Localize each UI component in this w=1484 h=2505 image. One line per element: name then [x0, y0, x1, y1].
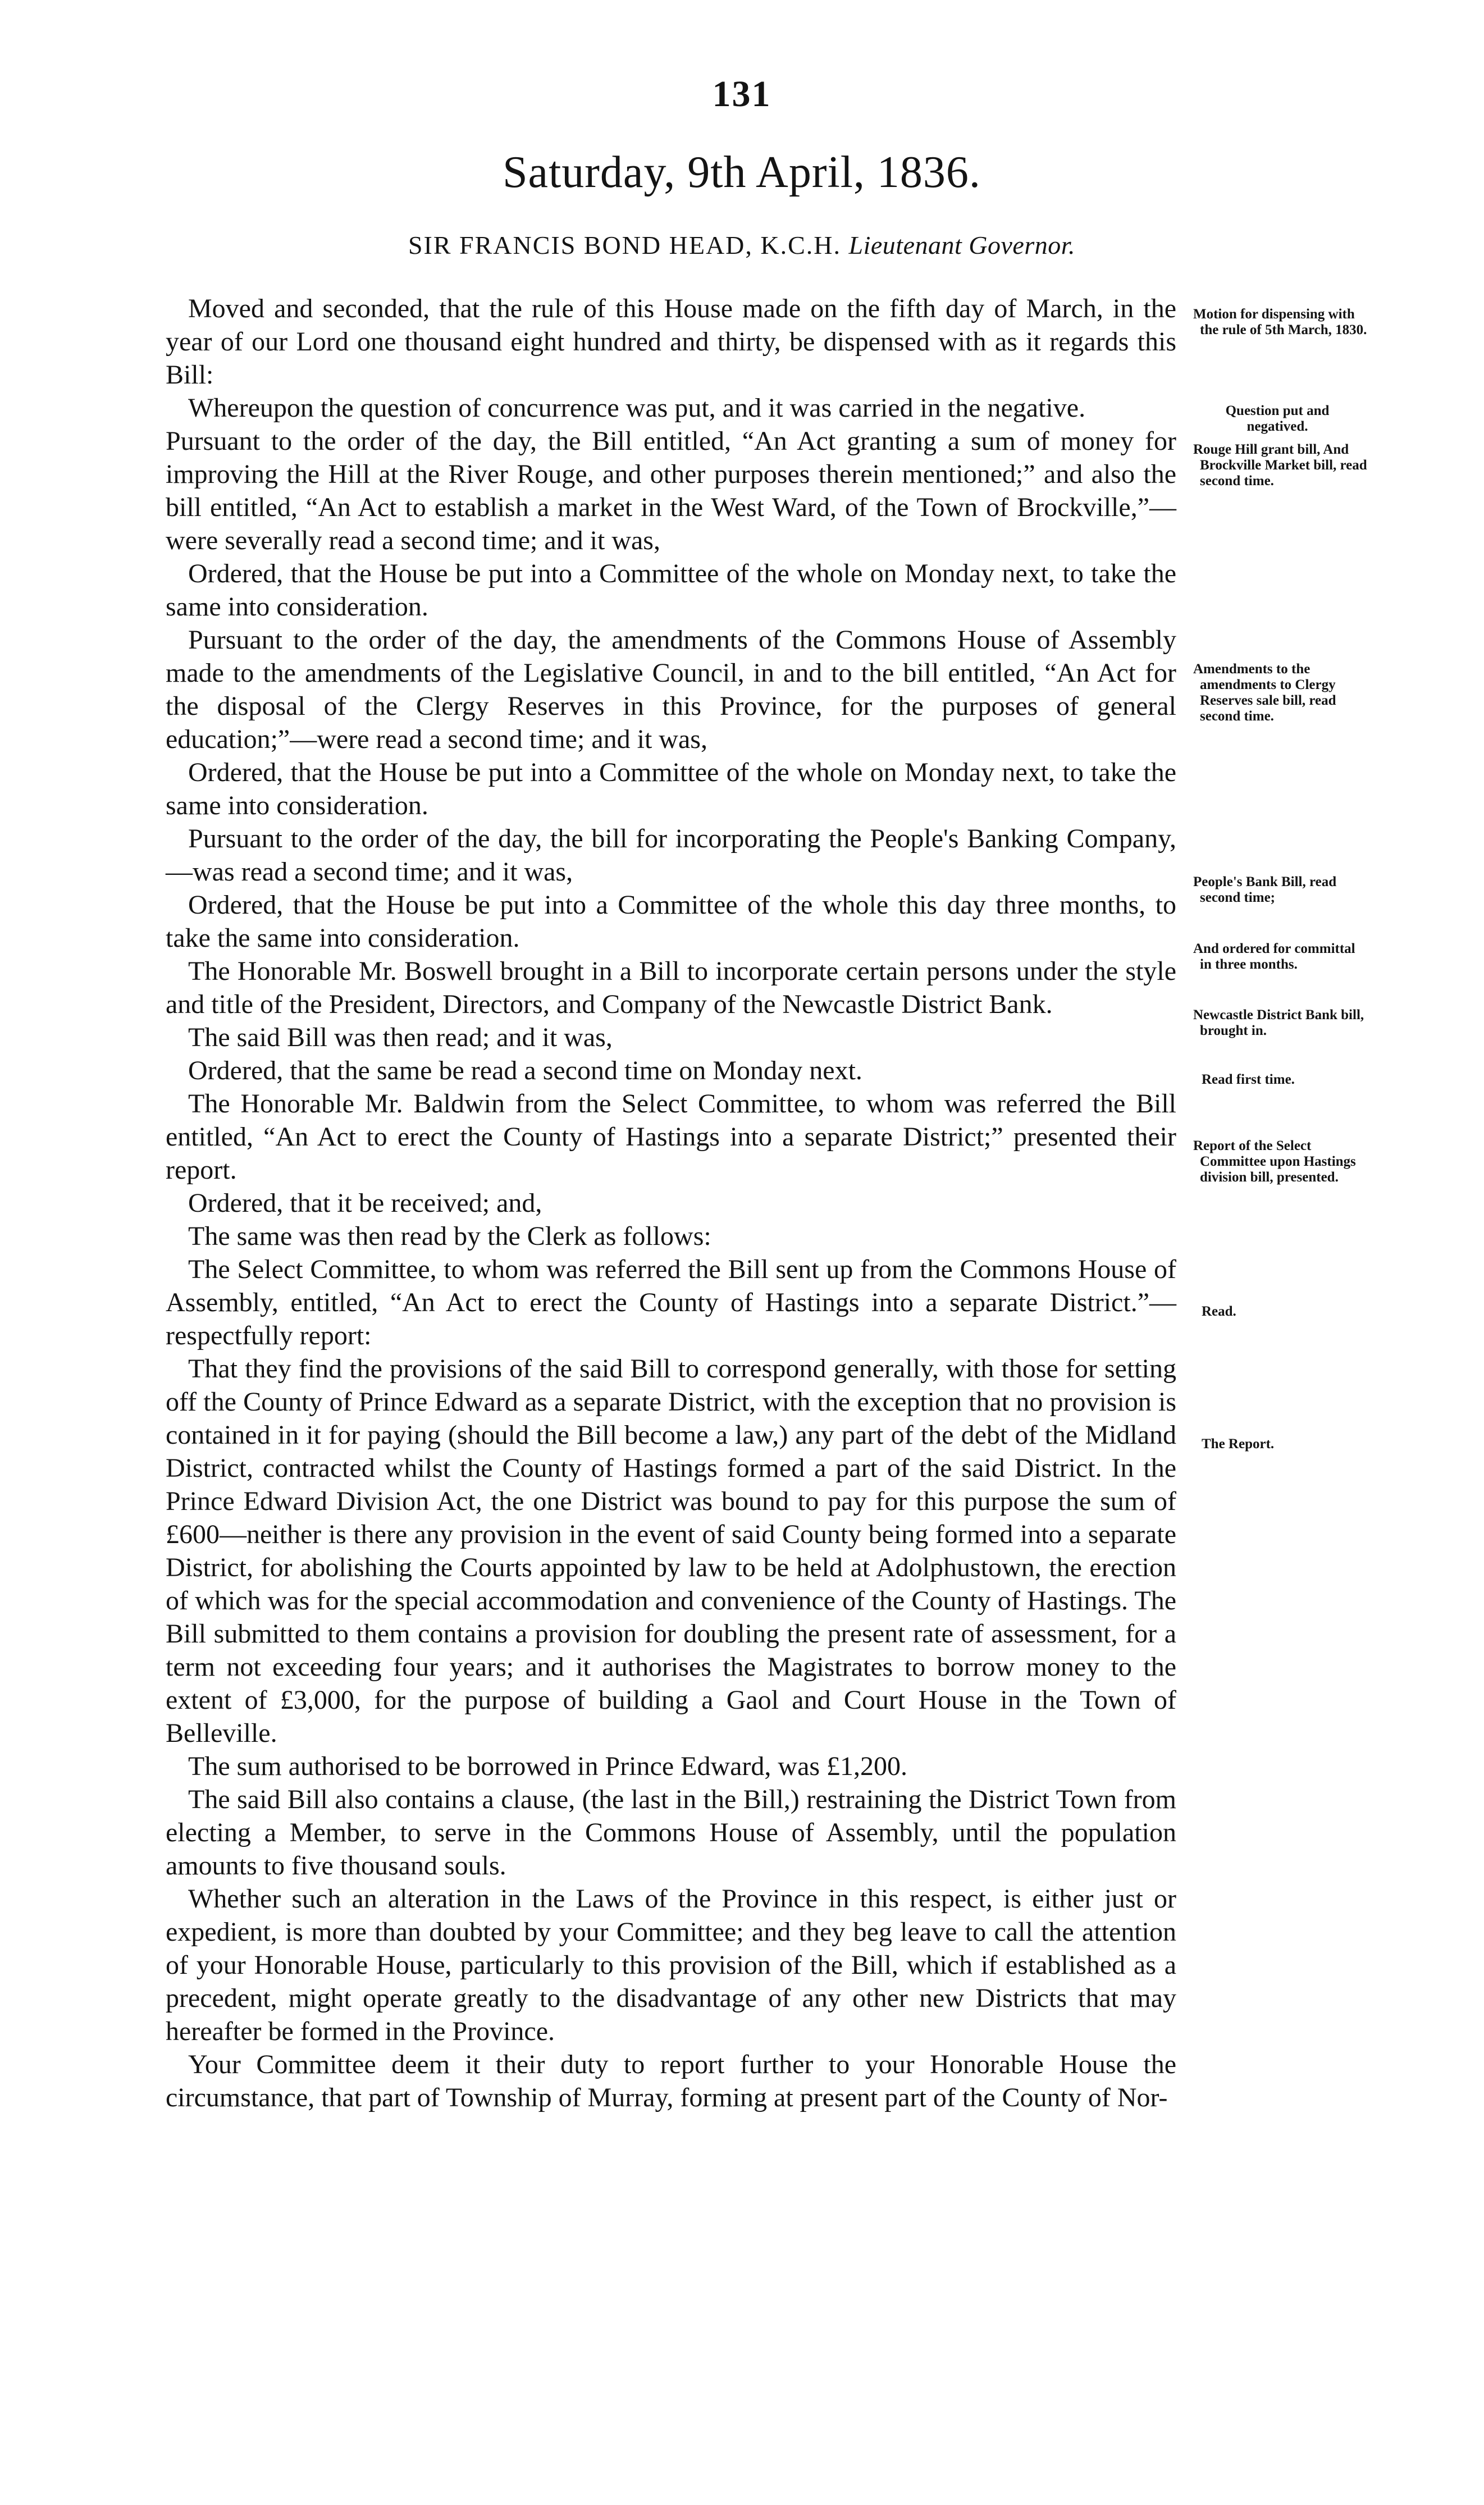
margin-note-committal-three-months: And ordered for committal in three months.: [1193, 941, 1355, 972]
paragraph-motion-dispense-rule: Moved and seconded, that the rule of this House made on the fifth day of March, in the year of our Lord one thousand eight hundred and thirty, be dispensed with as it regards this Bill:: [166, 294, 1176, 390]
paragraph-ordered-three-months: Ordered, that the House be put into a Committee of the whole this day three months, to take the same into consideration.: [166, 890, 1176, 953]
margin-note-select-committee-report: Report of the Select Committee upon Hastings division bill, presented.: [1193, 1138, 1356, 1185]
governor-title: Lieutenant Governor.: [848, 231, 1076, 259]
paragraph-baldwin-report: The Honorable Mr. Baldwin from the Select Committee, to whom was referred the Bill entitled, “An Act to erect the County of Hastings into a separate District;” presented their report.: [166, 1089, 1176, 1185]
paragraph-select-committee-intro: The Select Committee, to whom was referred the Bill sent up from the Commons House of Assembly, entitled, “An Act to erect the County of Hastings into a separate District.”—respectfully report:: [166, 1254, 1176, 1350]
margin-note-the-report: The Report.: [1202, 1436, 1275, 1452]
date-heading: Saturday, 9th April, 1836.: [503, 148, 981, 197]
paragraph-electing-clause: The said Bill also contains a clause, (the last in the Bill,) restraining the District Town from electing a Member, to serve in the Commons House of Assembly, until the population amounts to five thousand souls.: [166, 1785, 1176, 1881]
paragraph-rouge-brockville-bills: Pursuant to the order of the day, the Bill entitled, “An Act granting a sum of money for improving the Hill at the River Rouge, and other purposes therein mentioned;” and also the bill entitled, “An Act to establish a market in the West Ward, of the Town of Brockville,”—were severally read a second time; and it was,: [166, 426, 1176, 555]
journal-body: [166, 292, 1176, 2114]
paragraph-report-provisions: That they find the provisions of the said Bill to correspond generally, with those for setting off the County of Prince Edward as a separate District, with the exception that no provision is contained in it for paying (should the Bill become a law,) any part of the debt of the Midland District, contracted whilst the County of Hastings formed a part of the said District. In the Prince Edward Division Act, the one District was bound to pay for this purpose the sum of £600—neither is there any provision in the event of said County being formed into a separate District, for abolishing the Courts appointed by law to be held at Adolphustown, the erection of which was for the special accommodation and convenience of the County of Hastings. The Bill submitted to them contains a provision for doubling the present rate of assessment, for a term not exceeding four years; and it authorises the Magistrates to borrow money to the extent of £3,000, for the purpose of building a Gaol and Court House in the Town of Belleville.: [166, 1354, 1176, 1748]
governor-line: [236, 230, 1247, 260]
page-number: 131: [712, 74, 771, 115]
paragraph-ordered-received: Ordered, that it be received; and,: [188, 1188, 542, 1218]
paragraph-clergy-reserves-amendments: Pursuant to the order of the day, the amendments of the Commons House of Assembly made to the amendments of the Legislative Council, in and to the bill entitled, “An Act for the disposal of the Clergy Reserves in this Province, for the purposes of general education;”—were read a second time; and it was,: [166, 625, 1176, 754]
paragraph-ordered-committee-1: Ordered, that the House be put into a Committee of the whole on Monday next, to take the same into consideration.: [166, 559, 1176, 622]
margin-note-newcastle-bank: Newcastle District Bank bill, brought in.: [1193, 1007, 1364, 1038]
governor-name: SIR FRANCIS BOND HEAD, K.C.H.: [408, 231, 842, 259]
paragraph-question-negatived: Whereupon the question of concurrence was put, and it was carried in the negative.: [188, 393, 1086, 423]
margin-note-motion-dispensing: Motion for dispensing with the rule of 5th March, 1830.: [1193, 307, 1367, 337]
margin-note-clergy-reserves: Amendments to the amendments to Clergy Reserves sale bill, read second time.: [1193, 661, 1336, 724]
paragraph-ordered-second-reading: Ordered, that the same be read a second time on Monday next.: [188, 1056, 862, 1085]
paragraph-ordered-committee-2: Ordered, that the House be put into a Committee of the whole on Monday next, to take the same into consideration.: [166, 758, 1176, 820]
paragraph-sum-prince-edward: The sum authorised to be borrowed in Prince Edward, was £1,200.: [188, 1751, 908, 1781]
paragraph-bill-read: The said Bill was then read; and it was,: [188, 1023, 613, 1052]
margin-note-read-first-time: Read first time.: [1202, 1072, 1295, 1087]
margin-note-peoples-bank: People's Bank Bill, read second time;: [1193, 874, 1337, 905]
paragraph-peoples-bank-bill: Pursuant to the order of the day, the bill for incorporating the People's Banking Company,—was read a second time; and it was,: [166, 824, 1176, 887]
paragraph-read-by-clerk: The same was then read by the Clerk as follows:: [188, 1221, 711, 1251]
margin-note-question-negatived: Question put and negatived.: [1225, 403, 1330, 434]
paragraph-murray-township: Your Committee deem it their duty to report further to your Honorable House the circumstance, that part of Township of Murray, forming at present part of the County of Nor-: [166, 2050, 1176, 2112]
paragraph-alteration-doubted: Whether such an alteration in the Laws of the Province in this respect, is either just or expedient, is more than doubted by your Committee; and they beg leave to call the attention of your Honorable House, particularly to this provision of the Bill, which if established as a precedent, might operate greatly to the disadvantage of any other new Districts that may hereafter be formed in the Province.: [166, 1884, 1176, 2046]
margin-note-read: Read.: [1202, 1304, 1236, 1319]
margin-note-rouge-hill-bill: Rouge Hill grant bill, And Brockville Market bill, read second time.: [1193, 442, 1367, 489]
paragraph-newcastle-bank-bill: The Honorable Mr. Boswell brought in a Bill to incorporate certain persons under the style and title of the President, Directors, and Company of the Newcastle District Bank.: [166, 956, 1176, 1019]
